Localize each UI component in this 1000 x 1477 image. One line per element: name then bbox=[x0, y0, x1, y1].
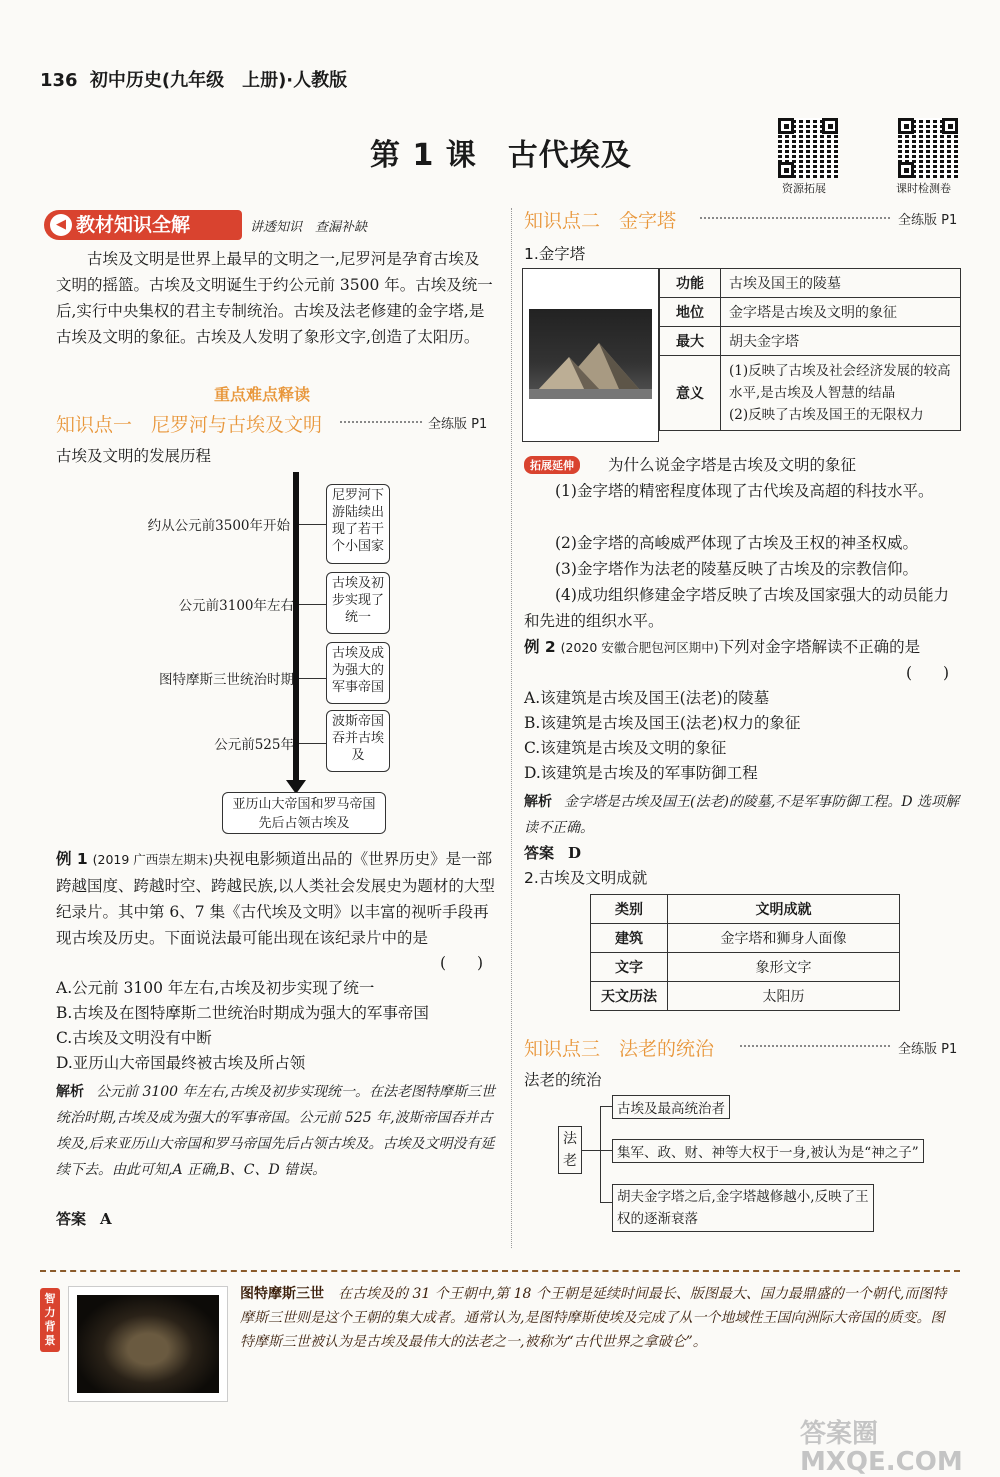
analysis-1 bbox=[56, 1079, 496, 1183]
timeline-event: 古埃及初步实现了统一 bbox=[326, 572, 390, 634]
option-d: D.亚历山大帝国最终被古埃及所占领 bbox=[56, 1054, 306, 1072]
pharaoh-root: 法老 bbox=[558, 1126, 582, 1174]
analysis-label: 解析 bbox=[524, 794, 552, 810]
pharaoh-photo bbox=[68, 1286, 228, 1402]
timeline-event: 波斯帝国吞并古埃及 bbox=[326, 710, 390, 772]
kp2-title: 知识点二 金字塔 bbox=[524, 210, 677, 232]
footer-divider bbox=[40, 1270, 960, 1272]
pyramid-table: 功能 古埃及国王的陵墓 地位 金字塔是古埃及文明的象征 最大 胡夫金字塔 意义 (1)反映了古埃及社会经济发展的较高水平,是古埃及人智慧的结晶 (2)反映了古埃及国王的无限权力 bbox=[659, 268, 961, 431]
example-source: (2020 安徽合肥包河区期中) bbox=[560, 640, 719, 655]
qr-resource[interactable] bbox=[778, 118, 838, 196]
divider bbox=[700, 217, 890, 219]
kp2-sub1: 1.金字塔 bbox=[524, 245, 586, 263]
divider bbox=[740, 1045, 890, 1047]
qr-code-icon bbox=[778, 118, 838, 178]
timeline-time: 约从公元前3500年开始 bbox=[147, 518, 290, 534]
timeline-event: 尼罗河下游陆续出现了若干个小国家 bbox=[326, 484, 390, 564]
qr-label: 资源拓展 bbox=[782, 182, 826, 195]
kp1-ref: 全练版 P1 bbox=[428, 417, 488, 432]
section-subtitle: 讲透知识 查漏补缺 bbox=[250, 220, 368, 235]
kp2-sub2: 2.古埃及文明成就 bbox=[524, 869, 648, 887]
example-question: 央视电影频道出品的《世界历史》是一部跨越国度、跨越时空、跨越民族,以人类社会发展史为题材的大型纪录片。其中第 6、7 集《古代埃及文明》以丰富的视听手段再现古埃及历史。下面说法最可能出现在该纪录片中的是 bbox=[56, 850, 495, 947]
extension-badge: 拓展延伸 bbox=[524, 456, 580, 474]
answer-paren: ( ) bbox=[906, 664, 950, 682]
example-1 bbox=[56, 846, 496, 951]
timeline-event: 古埃及成为强大的军事帝国 bbox=[326, 642, 390, 704]
answer-paren: ( ) bbox=[440, 954, 484, 972]
footer-text: 图特摩斯三世 在古埃及的 31 个王朝中,第 18 个王朝是延续时间最长、版图最大、国力最鼎盛的一个朝代,而图特摩斯三世则是这个王朝的集大成者。通常认为,是图特摩斯使埃及完成了从一个地域性王国向洲际大帝国的质变。图特摩斯三世被认为是古埃及最伟大的法老之一,被称为“古代世界之拿破仑”。 bbox=[240, 1286, 947, 1350]
intro-paragraph: 古埃及文明是世界上最早的文明之一,尼罗河是孕育古埃及文明的摇篮。古埃及文明诞生于约公元前 3500 年。古埃及统一后,实行中央集权的君主专制统治。古埃及法老修建的金字塔,是古埃及文明的象征。古埃及人发明了象形文字,创造了太阳历。 bbox=[56, 250, 493, 346]
extension-item: (3)金字塔作为法老的陵墓反映了古埃及的宗教信仰。 bbox=[555, 560, 918, 578]
example-label: 例 2 bbox=[524, 638, 556, 656]
qr-test[interactable] bbox=[898, 118, 958, 196]
timeline-title: 古埃及文明的发展历程 bbox=[56, 447, 212, 465]
answer-1: 答案 A bbox=[56, 1210, 112, 1228]
column-divider bbox=[511, 208, 512, 1248]
analysis-label: 解析 bbox=[56, 1084, 84, 1100]
extension-item: (1)金字塔的精密程度体现了古代埃及高超的科技水平。 bbox=[555, 482, 934, 500]
divider bbox=[340, 421, 422, 423]
example-question: 下列对金字塔解读不正确的是 bbox=[718, 638, 921, 656]
pyramids-icon bbox=[529, 309, 652, 399]
example-label: 例 1 bbox=[56, 850, 88, 868]
section-badge: ◀ 教材知识全解 bbox=[44, 210, 242, 240]
timeline-time: 公元前525年 bbox=[214, 737, 294, 753]
kp1-title: 知识点一 尼罗河与古埃及文明 bbox=[56, 414, 323, 436]
example-source: (2019 广西崇左期末) bbox=[92, 852, 214, 867]
pyramid-image bbox=[522, 268, 659, 442]
lesson-title: 第 1 课 古代埃及 bbox=[370, 138, 632, 173]
kp3-ref: 全练版 P1 bbox=[898, 1042, 958, 1057]
extension-item: (4)成功组织修建金字塔反映了古埃及国家强大的动员能力和先进的组织水平。 bbox=[524, 586, 949, 630]
key-heading: 重点难点释读 bbox=[214, 385, 311, 404]
footer-badge: 智力背景 bbox=[40, 1288, 60, 1352]
timeline-final: 亚历山大帝国和罗马帝国先后占领古埃及 bbox=[222, 792, 386, 834]
achievement-table: 类别 文明成就 建筑 金字塔和狮身人面像 文字 象形文字 天文历法 太阳历 bbox=[590, 894, 900, 1011]
kp3-title: 知识点三 法老的统治 bbox=[524, 1038, 715, 1060]
option-a: A.该建筑是古埃及国王(法老)的陵墓 bbox=[524, 689, 770, 707]
footer-name: 图特摩斯三世 bbox=[240, 1286, 324, 1302]
option-d: D.该建筑是古埃及的军事防御工程 bbox=[524, 764, 758, 782]
qr-code-icon bbox=[898, 118, 958, 178]
speaker-icon: ◀ bbox=[50, 214, 72, 236]
timeline-time: 公元前3100年左右 bbox=[178, 598, 294, 614]
pharaoh-item: 集军、政、财、神等大权于一身,被认为是“神之子” bbox=[612, 1139, 924, 1163]
page-header bbox=[40, 66, 347, 92]
pharaoh-item: 古埃及最高统治者 bbox=[612, 1095, 730, 1119]
watermark: 答案圈 MXQE.COM bbox=[800, 1419, 963, 1477]
analysis-text: 公元前 3100 年左右,古埃及初步实现统一。在法老图特摩斯三世统治时期,古埃及成为强大的军事帝国。公元前 525 年,波斯帝国吞并古埃及,后来亚历山大帝国和罗马帝国先后占领古埃及。古埃及文明没有延续下去。由此可知,A 正确,B、C、D 错误。 bbox=[56, 1084, 495, 1178]
extension-item: (2)金字塔的高峻威严体现了古埃及王权的神圣权威。 bbox=[555, 534, 918, 552]
kp3-sub: 法老的统治 bbox=[524, 1071, 602, 1089]
option-b: B.该建筑是古埃及国王(法老)权力的象征 bbox=[524, 714, 801, 732]
analysis-text: 金字塔是古埃及国王(法老)的陵墓,不是军事防御工程。D 选项解读不正确。 bbox=[524, 794, 960, 836]
timeline-time: 图特摩斯三世统治时期 bbox=[159, 672, 294, 688]
qr-label: 课时检测卷 bbox=[896, 182, 951, 195]
option-c: C.该建筑是古埃及文明的象征 bbox=[524, 739, 727, 757]
option-a: A.公元前 3100 年左右,古埃及初步实现了统一 bbox=[56, 979, 375, 997]
extension-question: 为什么说金字塔是古埃及文明的象征 bbox=[608, 456, 857, 474]
example-2 bbox=[524, 634, 924, 661]
option-b: B.古埃及在图特摩斯二世统治时期成为强大的军事帝国 bbox=[56, 1004, 429, 1022]
kp2-ref: 全练版 P1 bbox=[898, 213, 958, 228]
book-title: 初中历史(九年级 上册)·人教版 bbox=[89, 70, 348, 91]
option-c: C.古埃及文明没有中断 bbox=[56, 1029, 212, 1047]
page-number: 136 bbox=[40, 70, 78, 91]
pharaoh-item: 胡夫金字塔之后,金字塔越修越小,反映了王权的逐渐衰落 bbox=[612, 1184, 874, 1232]
answer-2: 答案 D bbox=[524, 844, 582, 862]
analysis-2 bbox=[524, 789, 964, 841]
